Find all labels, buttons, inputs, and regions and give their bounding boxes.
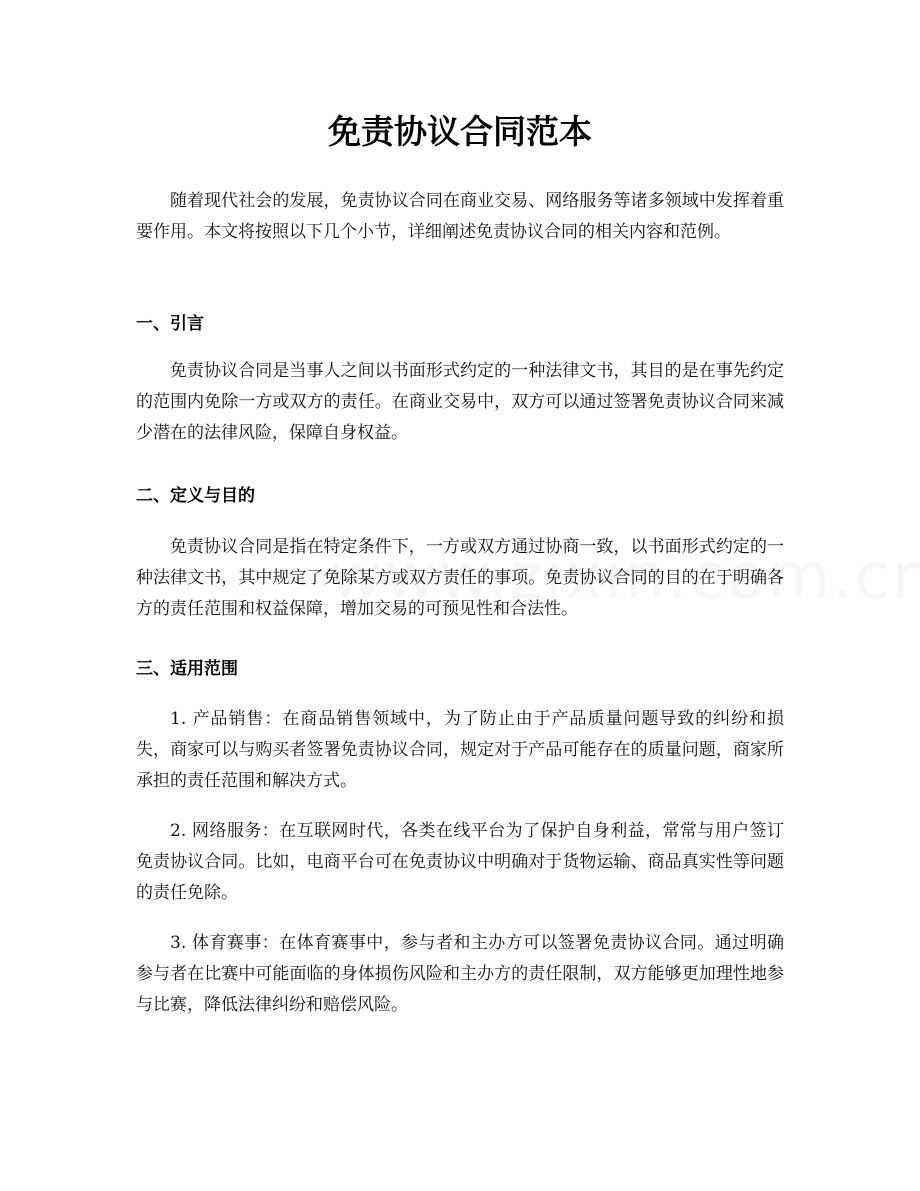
section-definition-paragraph: 免责协议合同是指在特定条件下，一方或双方通过协商一致，以书面形式约定的一种法律文书，其中规定了免除某方或双方责任的事项。免责协议合同的目的在于明确各方的责任范围和权益保障，增加交易的可预见性和合法性。 [136, 537, 784, 619]
section-heading-definition: 二、定义与目的 [136, 486, 255, 506]
scope-item-sports-events: 3. 体育赛事：在体育赛事中，参与者和主办方可以签署免责协议合同。通过明确参与者在比赛中可能面临的身体损伤风险和主办方的责任限制，双方能够更加理性地参与比赛，降低法律纠纷和赔偿风险。 [136, 933, 784, 1015]
scope-item-network-services: 2. 网络服务：在互联网时代，各类在线平台为了保护自身利益，常常与用户签订免责协议合同。比如，电商平台可在免责协议中明确对于货物运输、商品真实性等问题的责任免除。 [136, 821, 784, 903]
section-intro-paragraph: 免责协议合同是当事人之间以书面形式约定的一种法律文书，其目的是在事先约定的范围内免除一方或双方的责任。在商业交易中，双方可以通过签署免责协议合同来减少潜在的法律风险，保障自身权益。 [136, 361, 784, 443]
document-title: 免责协议合同范本 [328, 112, 592, 151]
section-heading-scope: 三、适用范围 [136, 659, 238, 679]
intro-paragraph: 随着现代社会的发展，免责协议合同在商业交易、网络服务等诸多领域中发挥着重要作用。本文将按照以下几个小节，详细阐述免责协议合同的相关内容和范例。 [136, 191, 784, 242]
section-heading-intro: 一、引言 [136, 314, 204, 334]
scope-item-product-sales: 1. 产品销售：在商品销售领域中，为了防止由于产品质量问题导致的纠纷和损失，商家可以与购买者签署免责协议合同，规定对于产品可能存在的质量问题，商家所承担的责任范围和解决方式。 [136, 709, 784, 791]
